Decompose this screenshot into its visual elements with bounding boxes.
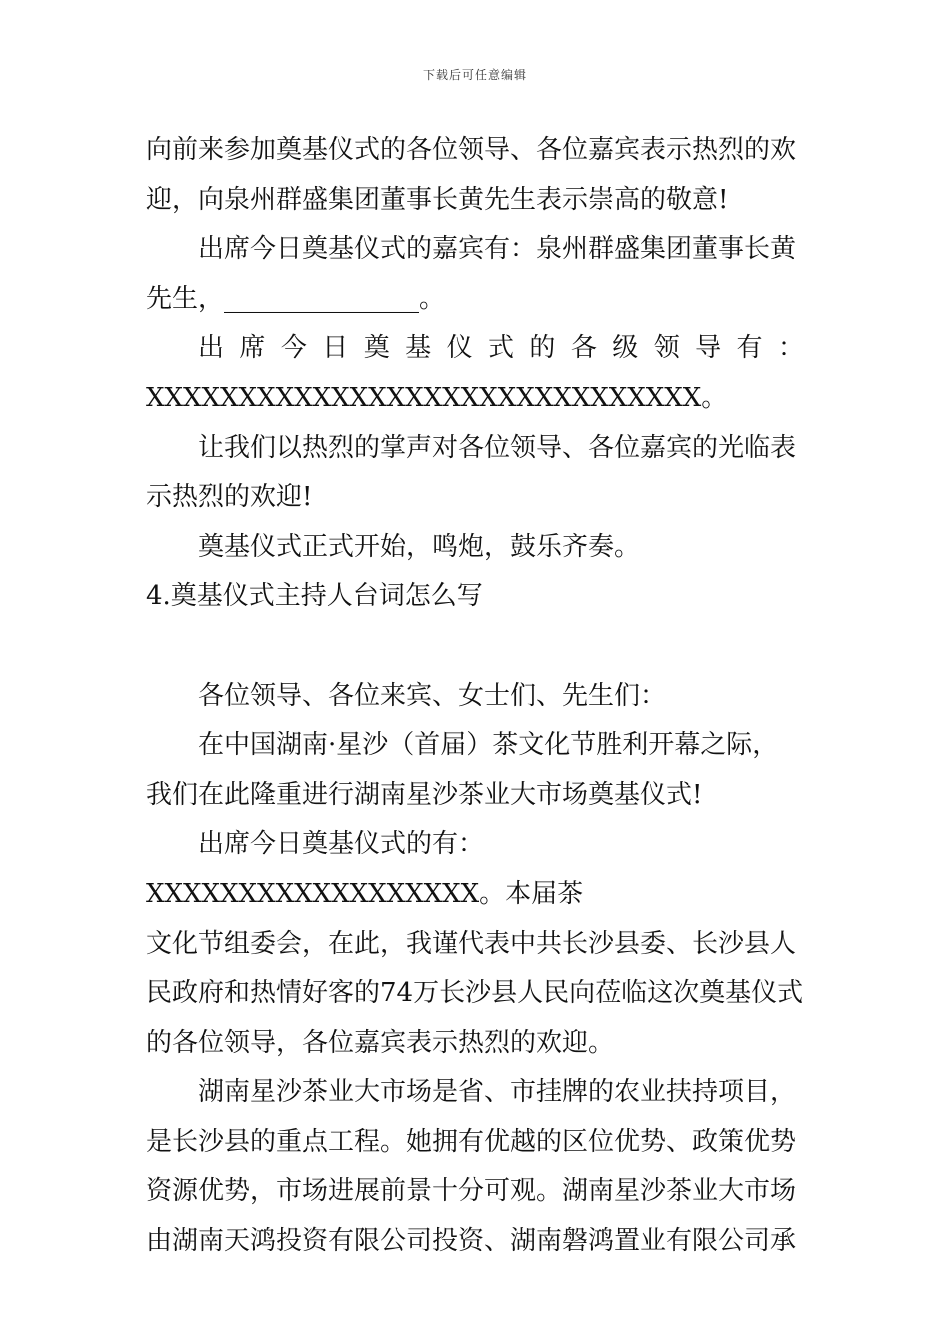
text-line: 先生，_______________。 — [146, 283, 446, 314]
document-body — [146, 126, 804, 1267]
text-line: 各位领导、各位来宾、女士们、先生们： — [198, 680, 667, 711]
text-line: 出席今日奠基仪式的有：XXXXXXXXXXXXXXXXXX。本届茶 — [146, 829, 584, 909]
text-line: 出 席 今 日 奠 基 仪 式 的 各 级 领 导 有 ： — [198, 333, 804, 364]
text-line: 示热烈的欢迎! — [146, 482, 313, 513]
text-line: 文化节组委会，在此，我谨代表中共长沙县委、长沙县人 — [146, 928, 797, 959]
text-line: 是长沙县的重点工程。她拥有优越的区位优势、政策优势 — [146, 1126, 797, 1157]
text-line: 由湖南天鸿投资有限公司投资、湖南磐鸿置业有限公司承 — [146, 1226, 797, 1257]
text-line: 让我们以热烈的掌声对各位领导、各位嘉宾的光临表 — [198, 432, 797, 463]
text-line: 的各位领导，各位嘉宾表示热烈的欢迎。 — [146, 1027, 615, 1058]
section-heading: 4.奠基仪式主持人台词怎么写 — [146, 581, 483, 612]
text-line: 迎，向泉州群盛集团董事长黄先生表示崇高的敬意! — [146, 184, 729, 215]
text-line: 向前来参加奠基仪式的各位领导、各位嘉宾表示热烈的欢 — [146, 135, 797, 165]
text-line: XXXXXXXXXXXXXXXXXXXXXXXXXXXXXX。 — [146, 382, 728, 413]
blank-line — [146, 622, 804, 672]
text-line: 奠基仪式正式开始，鸣炮，鼓乐齐奏。 — [198, 531, 641, 562]
text-line: 资源优势，市场进展前景十分可观。湖南星沙茶业大市场 — [146, 1176, 797, 1207]
text-line: 出席今日奠基仪式的嘉宾有：泉州群盛集团董事长黄 — [198, 234, 797, 265]
text-line: 湖南星沙茶业大市场是省、市挂牌的农业扶持项目， — [198, 1077, 797, 1108]
text-line: 民政府和热情好客的74万长沙县人民向莅临这次奠基仪式 — [146, 978, 804, 1009]
text-line: 在中国湖南·星沙（首届）茶文化节胜利开幕之际， — [198, 730, 779, 761]
page-header: 下载后可任意编辑 — [422, 68, 527, 82]
text-line: 我们在此隆重进行湖南星沙茶业大市场奠基仪式! — [146, 779, 703, 810]
